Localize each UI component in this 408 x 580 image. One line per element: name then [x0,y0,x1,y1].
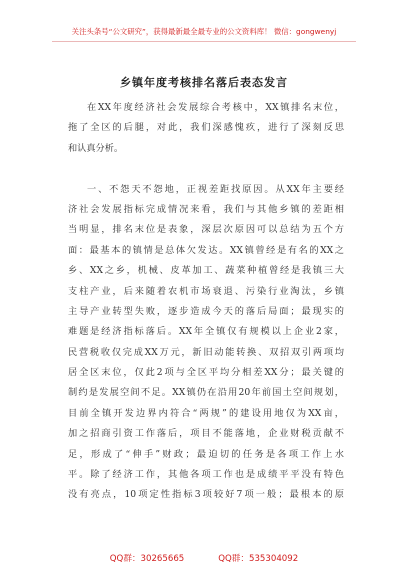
body-line: 足，形成了“伸手”财政；最迫切的任务是各项工作上水 [68,448,344,460]
header-banner: 关注头条号“公文研究”，获得最新最全最专业的公文资料库！ 微信：gongwenyj [71,27,337,36]
document-title: 乡镇年度考核排名落后表态发言 [120,76,288,89]
body-line: 难题是经济指标落后。XX年全镇仅有规模以上企业2家， [68,326,344,338]
body-line: 和认真分析。 [68,142,124,154]
body-line: 加之招商引资工作落后，项目不能落地，企业财税贡献不 [68,428,344,440]
body-line: 制约是发展空间不足。XX镇仍在沿用20年前国土空间规划， [68,387,344,399]
body-line: 当明显，排名末位是表象，深层次原因可以总结为五个方 [68,224,344,236]
body-line: 面：最基本的镇情是总体欠发达。XX镇曾经是有名的XX之 [68,244,344,256]
document-body [68,98,344,506]
body-line: 支柱产业，后来随着农机市场衰退、污染行业淘汰，乡镇 [68,285,344,297]
blank-line [68,159,344,179]
body-line: 一、不怨天不怨地，正视差距找原因。从XX年主要经 [87,183,344,195]
body-line: 没有亮点，10项定性指标3项较好7项一般；最根本的原 [68,489,344,501]
body-line: 主导产业转型失败，逐步造成今天的落后局面；最现实的 [68,305,344,317]
footer-qq-group-1: QQ群：30265665 [109,554,185,564]
footer-qq-group-2: QQ群：535304092 [218,554,299,564]
body-line: 平。除了经济工作，其他各项工作也是成绩平平没有特色 [68,469,344,481]
body-line: 济社会发展指标完成情况来看，我们与其他乡镇的差距相 [68,203,344,215]
body-line: 目前全镇开发边界内符合“两规”的建设用地仅为XX亩， [68,407,344,419]
body-line: 民营税收仅完成XX万元，新旧动能转换、双招双引两项均 [68,346,344,358]
body-line: 居全区末位，仅此2项与全区平均分相差XX分；最关键的 [68,367,344,379]
header-divider [52,41,356,42]
body-line: 乡、XX之乡，机械、皮革加工、蔬菜种植曾经是我镇三大 [68,265,344,277]
footer-contact [0,552,408,564]
body-line: 在XX年度经济社会发展综合考核中，XX镇排名末位， [87,102,344,113]
body-line: 拖了全区的后腿，对此，我们深感愧疚，进行了深刻反思 [68,122,344,134]
